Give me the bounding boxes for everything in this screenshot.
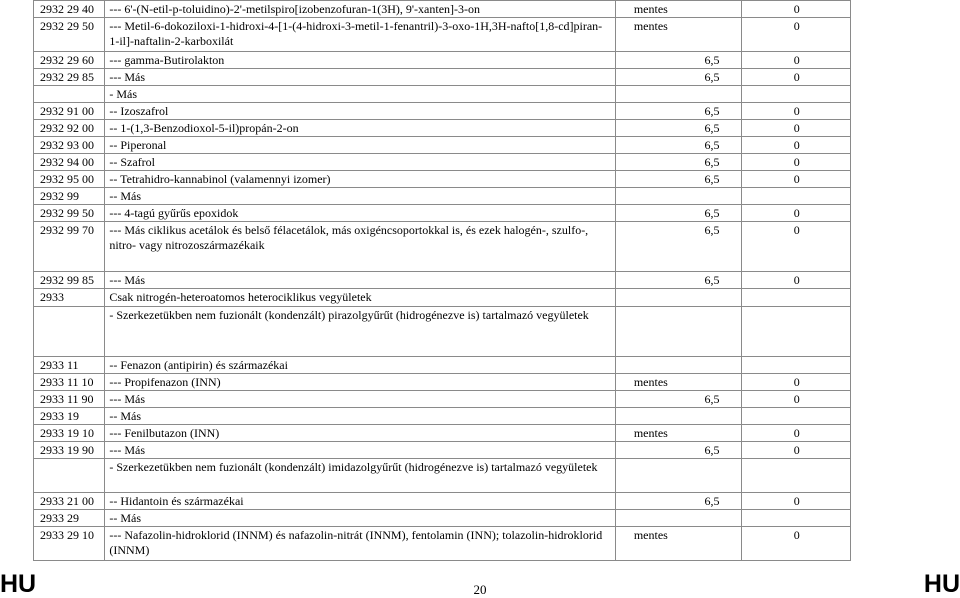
description-cell: - Szerkezetükben nem fuzionált (kondenzált) pirazolgyűrűt (hidrogénezve is) tartalmazó vegyületek [105,307,615,357]
table-row [34,137,851,154]
duty-rate-cell [615,408,742,425]
cn-code-cell: 2932 99 85 [34,272,105,289]
cn-code-cell: 2933 11 10 [34,374,105,391]
supplementary-unit-cell [742,188,851,205]
duty-rate-cell: 6,5 [615,272,742,289]
duty-rate-cell: 6,5 [615,154,742,171]
cn-code-cell: 2933 29 [34,510,105,527]
duty-rate-cell: 6,5 [615,69,742,86]
supplementary-unit-cell [742,86,851,103]
duty-rate-cell: mentes [615,527,742,561]
cn-code-cell: 2932 99 70 [34,222,105,272]
table-row [34,120,851,137]
table-row [34,18,851,52]
supplementary-unit-cell [742,357,851,374]
footer-language-left: HU [0,570,37,598]
description-cell: --- 6'-(N-etil-p-toluidino)-2'-metilspiro[izobenzofuran-1(3H), 9'-xanten]-3-on [105,1,615,18]
duty-rate-cell: mentes [615,1,742,18]
duty-rate-cell [615,307,742,357]
cn-code-cell: 2933 [34,289,105,307]
duty-rate-cell [615,188,742,205]
page-number: 20 [473,582,487,597]
description-cell: -- Fenazon (antipirin) és származékai [105,357,615,374]
description-cell: Csak nitrogén-heteroatomos heterociklikus vegyületek [105,289,615,307]
duty-rate-cell [615,357,742,374]
description-cell: --- Fenilbutazon (INN) [105,425,615,442]
supplementary-unit-cell: 0 [742,52,851,69]
supplementary-unit-cell: 0 [742,493,851,510]
supplementary-unit-cell: 0 [742,391,851,408]
table-row [34,408,851,425]
cn-code-cell: 2932 91 00 [34,103,105,120]
duty-rate-cell: 6,5 [615,442,742,459]
supplementary-unit-cell [742,307,851,357]
cn-code-cell: 2933 19 10 [34,425,105,442]
cn-code-cell: 2932 92 00 [34,120,105,137]
table-row [34,425,851,442]
duty-rate-cell: 6,5 [615,391,742,408]
cn-code-cell: 2932 29 60 [34,52,105,69]
description-cell: -- Más [105,408,615,425]
cn-code-cell: 2932 29 50 [34,18,105,52]
description-cell: -- Tetrahidro-kannabinol (valamennyi izomer) [105,171,615,188]
description-cell: -- Más [105,188,615,205]
table-row [34,1,851,18]
table-row [34,289,851,307]
cn-code-cell: 2933 11 [34,357,105,374]
duty-rate-cell [615,459,742,493]
description-cell: - Szerkezetükben nem fuzionált (kondenzált) imidazolgyűrűt (hidrogénezve is) tartalmazó vegyületek [105,459,615,493]
table-row [34,103,851,120]
cn-code-cell [34,86,105,103]
table-row [34,374,851,391]
description-cell: --- Nafazolin-hidroklorid (INNM) és nafazolin-nitrát (INNM), fentolamin (INN); tolazolin-hidroklorid (INNM) [105,527,615,561]
duty-rate-cell: 6,5 [615,171,742,188]
description-cell: -- Izoszafrol [105,103,615,120]
tariff-body [34,1,851,561]
supplementary-unit-cell [742,459,851,493]
cn-code-cell [34,459,105,493]
supplementary-unit-cell: 0 [742,425,851,442]
duty-rate-cell [615,510,742,527]
supplementary-unit-cell [742,408,851,425]
table-row [34,154,851,171]
cn-code-cell [34,307,105,357]
table-row [34,307,851,357]
description-cell: -- Hidantoin és származékai [105,493,615,510]
description-cell: --- Más [105,391,615,408]
description-cell: -- 1-(1,3-Benzodioxol-5-il)propán-2-on [105,120,615,137]
description-cell: -- Szafrol [105,154,615,171]
supplementary-unit-cell: 0 [742,527,851,561]
cn-code-cell: 2932 95 00 [34,171,105,188]
description-cell: --- Más ciklikus acetálok és belső félacetálok, más oxigéncsoportokkal is, és ezek halogén-, szulfo-, nitro- vagy nitrozoszármazékaik [105,222,615,272]
supplementary-unit-cell: 0 [742,18,851,52]
supplementary-unit-cell [742,289,851,307]
table-row [34,391,851,408]
description-cell: --- Más [105,272,615,289]
description-cell: --- gamma-Butirolakton [105,52,615,69]
tariff-table [33,0,851,561]
cn-code-cell: 2933 19 90 [34,442,105,459]
description-cell: -- Piperonal [105,137,615,154]
table-row [34,205,851,222]
table-row [34,188,851,205]
description-cell: --- Propifenazon (INN) [105,374,615,391]
supplementary-unit-cell: 0 [742,222,851,272]
duty-rate-cell: mentes [615,425,742,442]
duty-rate-cell: 6,5 [615,222,742,272]
cn-code-cell: 2932 99 50 [34,205,105,222]
cn-code-cell: 2932 93 00 [34,137,105,154]
supplementary-unit-cell: 0 [742,69,851,86]
duty-rate-cell: mentes [615,18,742,52]
duty-rate-cell: 6,5 [615,205,742,222]
supplementary-unit-cell: 0 [742,272,851,289]
cn-code-cell: 2932 94 00 [34,154,105,171]
table-row [34,510,851,527]
description-cell: --- Más [105,69,615,86]
cn-code-cell: 2933 21 00 [34,493,105,510]
supplementary-unit-cell: 0 [742,374,851,391]
table-row [34,52,851,69]
duty-rate-cell: 6,5 [615,493,742,510]
cn-code-cell: 2932 29 85 [34,69,105,86]
supplementary-unit-cell: 0 [742,120,851,137]
table-row [34,86,851,103]
duty-rate-cell [615,289,742,307]
duty-rate-cell [615,86,742,103]
table-row [34,222,851,272]
duty-rate-cell: 6,5 [615,52,742,69]
description-cell: -- Más [105,510,615,527]
supplementary-unit-cell: 0 [742,154,851,171]
cn-code-cell: 2933 19 [34,408,105,425]
supplementary-unit-cell: 0 [742,1,851,18]
cn-code-cell: 2933 11 90 [34,391,105,408]
description-cell: --- 4-tagú gyűrűs epoxidok [105,205,615,222]
cn-code-cell: 2932 29 40 [34,1,105,18]
table-row [34,442,851,459]
duty-rate-cell: 6,5 [615,137,742,154]
table-row [34,459,851,493]
cn-code-cell: 2933 29 10 [34,527,105,561]
table-row [34,272,851,289]
duty-rate-cell: 6,5 [615,120,742,137]
supplementary-unit-cell: 0 [742,205,851,222]
footer-language-right: HU [923,570,960,598]
duty-rate-cell: mentes [615,374,742,391]
description-cell: --- Más [105,442,615,459]
description-cell: --- Metil-6-dokoziloxi-1-hidroxi-4-[1-(4-hidroxi-3-metil-1-fenantril)-3-oxo-1H,3H-nafto[1,8-cd]piran-1-il]-naftalin-2-karboxilát [105,18,615,52]
supplementary-unit-cell: 0 [742,137,851,154]
cn-code-cell: 2932 99 [34,188,105,205]
table-row [34,493,851,510]
table-row [34,357,851,374]
table-row [34,69,851,86]
supplementary-unit-cell: 0 [742,442,851,459]
description-cell: - Más [105,86,615,103]
supplementary-unit-cell: 0 [742,103,851,120]
table-row [34,527,851,561]
supplementary-unit-cell [742,510,851,527]
table-row [34,171,851,188]
supplementary-unit-cell: 0 [742,171,851,188]
duty-rate-cell: 6,5 [615,103,742,120]
